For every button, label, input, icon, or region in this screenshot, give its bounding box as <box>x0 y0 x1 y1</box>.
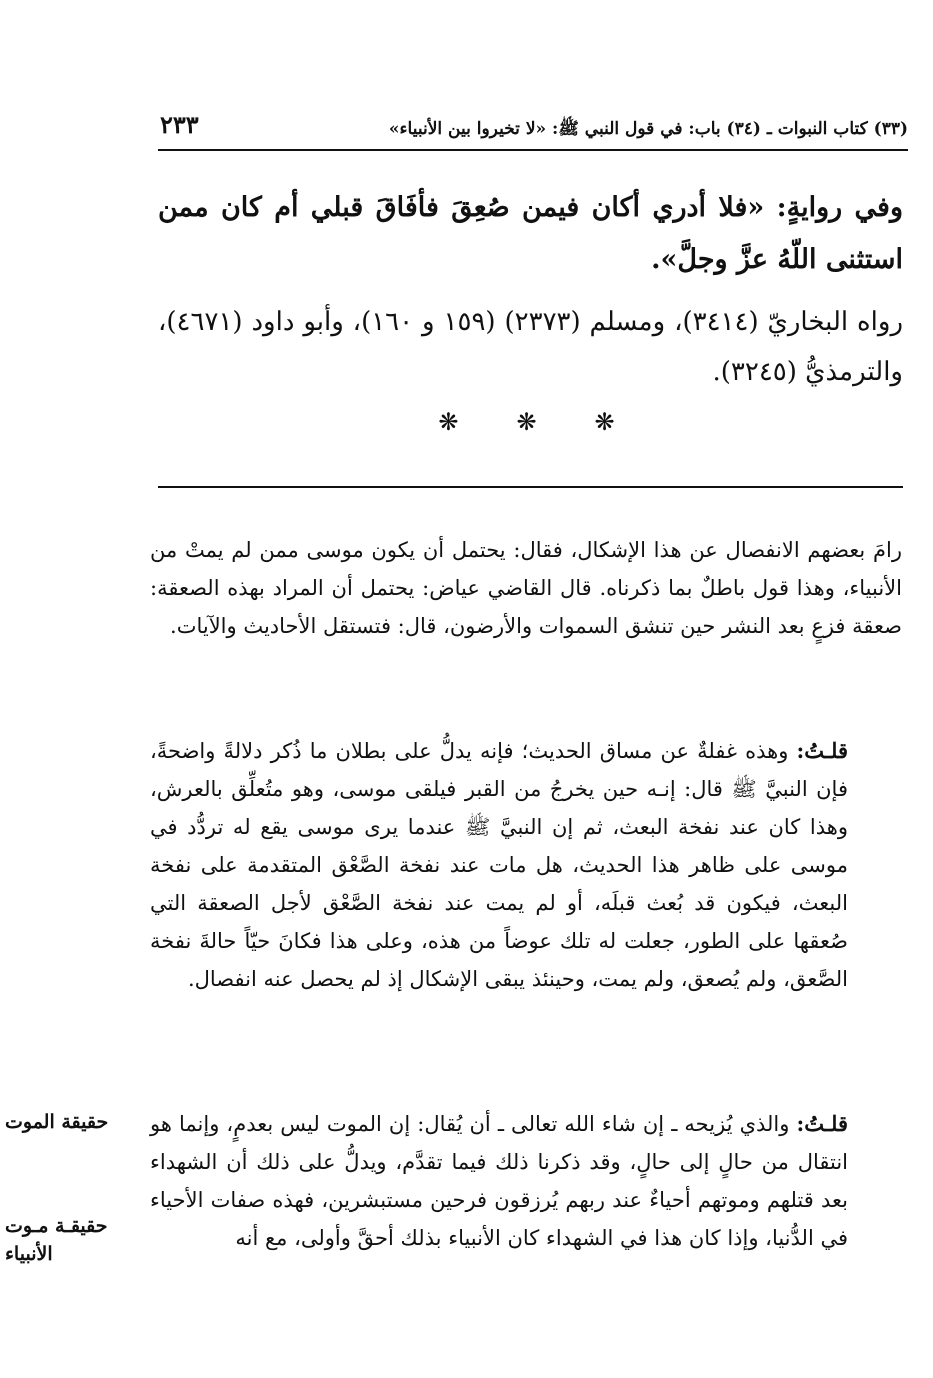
page-number: ٢٣٣ <box>160 110 199 139</box>
margin-note-prophets-death: حقيقـة مـوت الأنبياء <box>5 1215 108 1265</box>
paragraph-text: وهذه غفلةٌ عن مساق الحديث؛ فإنه يدلُّ على بطلان ما ذُكر دلالةً واضحةً، فإن النبيَّ ﷺ قال: إنـه حين يخرجُ من القبر فيلقى موسى، وهو متُعلِّق بالعرش، وهذا كان عند نفخة البعث، ثم إن النبيَّ ﷺ عندما يرى موسى يقع له تردُّد في موسى على ظاهر هذا الحديث، هل مات عند نفخة الصَّعْق المتقدمة على نفخة البعث، فيكون قد بُعث قبلَه، أو لم يمت عند نفخة الصَّعْق لأجل الصعقة التي صُعقها على الطور، جعلت له تلك عوضاً من هذه، وعلى هذا فكانَ حيّاً حالةَ نفخة الصَّعق، ولم يُصعق، ولم يمت، وحينئذ يبقى الإشكال إذ لم يحصل عنه انفصال. <box>150 739 848 991</box>
hadith-text: وفي روايةٍ: «فلا أدري أكان فيمن صُعِقَ فأفَاقَ قبلي أم كان ممن استثنى اللّهُ عزَّ وجلَّ». <box>158 192 903 275</box>
running-header: (٣٣) كتاب النبوات ـ (٣٤) باب: في قول النبي ﷺ: «لا تخيروا بين الأنبياء» <box>388 119 908 139</box>
section-divider <box>158 486 903 488</box>
margin-note-death: حقيقة الموت <box>5 1111 109 1133</box>
star-icon: ❋ <box>594 408 615 436</box>
paragraph-lead: قلـتُ: <box>796 738 848 763</box>
commentary-paragraph-2 <box>150 732 902 998</box>
header-rule <box>158 149 908 151</box>
star-icon: ❋ <box>516 408 537 436</box>
paragraph-body <box>150 732 902 998</box>
separator-stars <box>0 408 933 436</box>
paragraph-text: رامَ بعضهم الانفصال عن هذا الإشكال، فقال: يحتمل أن يكون موسى ممن لم يمتْ من الأنبياء، وهذا قول باطلٌ بما ذكرناه. قال القاضي عياض: يحتمل أن المراد بهذه الصعقة: صعقة فزعٍ بعد النشر حين تنشق السموات والأرضون، قال: فتستقل الأحاديث والآيات. <box>150 538 902 638</box>
source-citation: رواه البخاريّ (٣٤١٤)، ومسلم (٢٣٧٣) (١٥٩ و ١٦٠)، وأبو داود (٤٦٧١)، والترمذيُّ (٣٢٤٥). <box>158 307 904 387</box>
commentary-paragraph-3 <box>150 1105 902 1257</box>
star-icon: ❋ <box>438 408 459 436</box>
paragraph-lead: قلـتُ: <box>796 1111 848 1136</box>
paragraph-body <box>150 1105 902 1257</box>
paragraph-text: والذي يُزيحه ـ إن شاء الله تعالى ـ أن يُقال: إن الموت ليس بعدمٍ، وإنما هو انتقال من حالٍ إلى حالٍ، وقد ذكرنا ذلك فيما تقدَّم، ويدلُّ على ذلك أن الشهداء بعد قتلهم وموتهم أحياءٌ عند ربهم يُرزقون فرحين مستبشرين، فهذه صفات الأحياء في الدُّنيا، وإذا كان هذا في الشهداء كان الأنبياء بذلك أحقَّ وأولى، مع أنه <box>150 1112 848 1250</box>
commentary-paragraph-1 <box>150 531 902 645</box>
